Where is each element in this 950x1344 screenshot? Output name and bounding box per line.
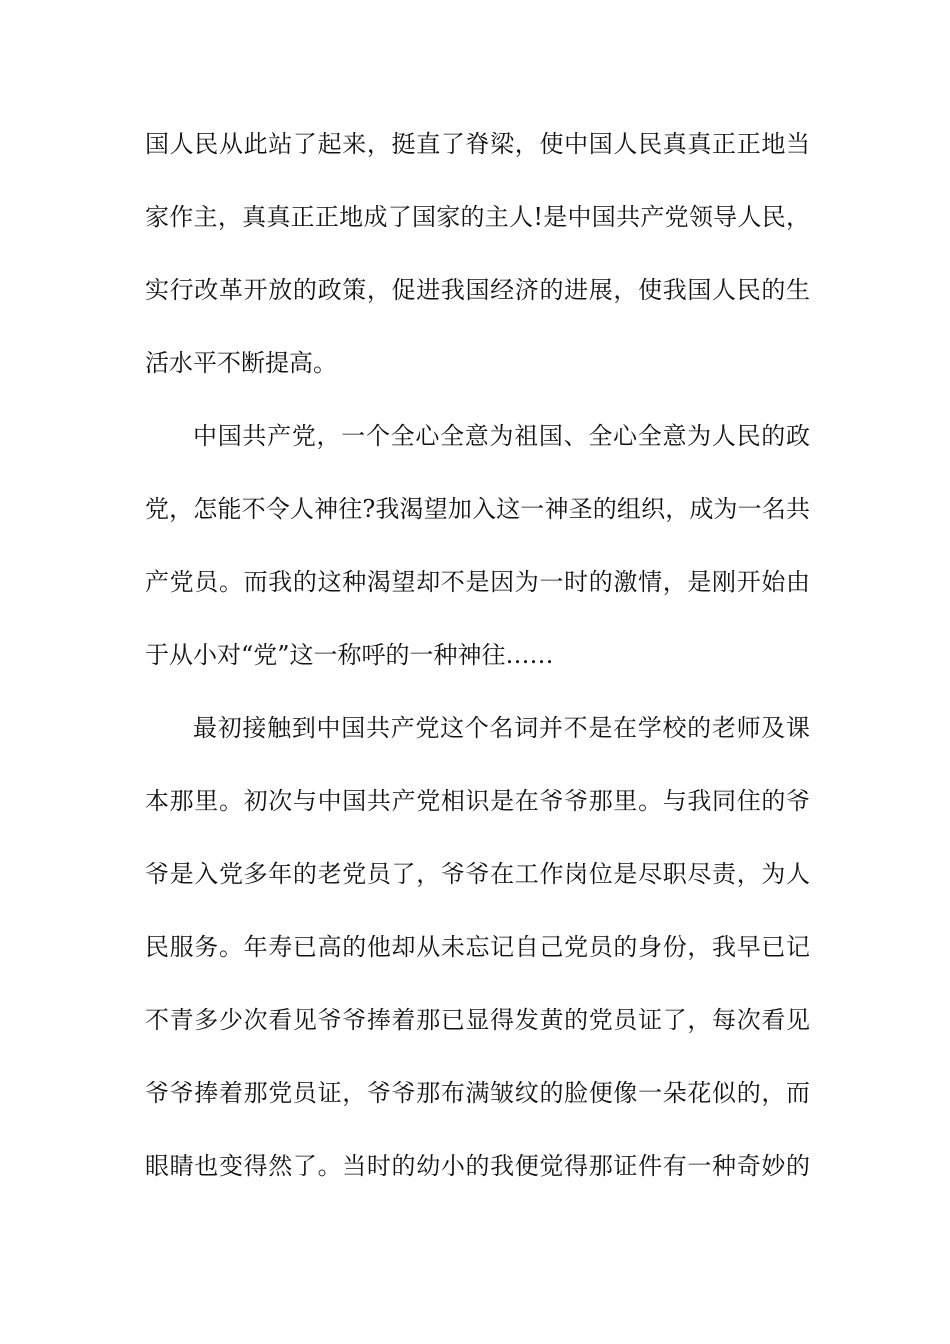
text-line: 活水平不断提高。 [145,349,337,377]
text-line: 家作主，真真正正地成了国家的主人!是中国共产党领导人民， [145,203,810,231]
text-line: 本那里。初次与中国共产党相识是在爷爷那里。与我同住的爷 [145,787,810,815]
text-line: 于从小对“党”这一称呼的一种神往…… [145,641,554,669]
paragraph-3 [145,716,810,1178]
text-line: 爷爷捧着那党员证，爷爷那布满皱纹的脸便像一朵花似的，而 [145,1079,810,1107]
text-line: 不青多少次看见爷爷捧着那已显得发黄的党员证了，每次看见 [145,1006,810,1034]
paragraph-2 [145,424,810,667]
text-line: 国人民从此站了起来，挺直了脊梁，使中国人民真真正正地当 [145,130,810,158]
text-line: 最初接触到中国共产党这个名词并不是在学校的老师及课 [193,714,810,742]
text-line: 党，怎能不令人神往?我渴望加入这一神圣的组织，成为一名共 [145,495,810,523]
text-line: 中国共产党，一个全心全意为祖国、全心全意为人民的政 [193,422,810,450]
text-line: 民服务。年寿已高的他却从未忘记自己党员的身份，我早已记 [145,933,810,961]
body-text [145,132,810,1227]
text-line: 产党员。而我的这种渴望却不是因为一时的激情，是刚开始由 [145,568,810,596]
text-line: 实行改革开放的政策，促进我国经济的进展，使我国人民的生 [145,276,810,304]
paragraph-1 [145,132,810,375]
text-line: 眼睛也变得然了。当时的幼小的我便觉得那证件有一种奇妙的 [145,1152,810,1180]
text-line: 爷是入党多年的老党员了，爷爷在工作岗位是尽职尽责，为人 [145,860,810,888]
